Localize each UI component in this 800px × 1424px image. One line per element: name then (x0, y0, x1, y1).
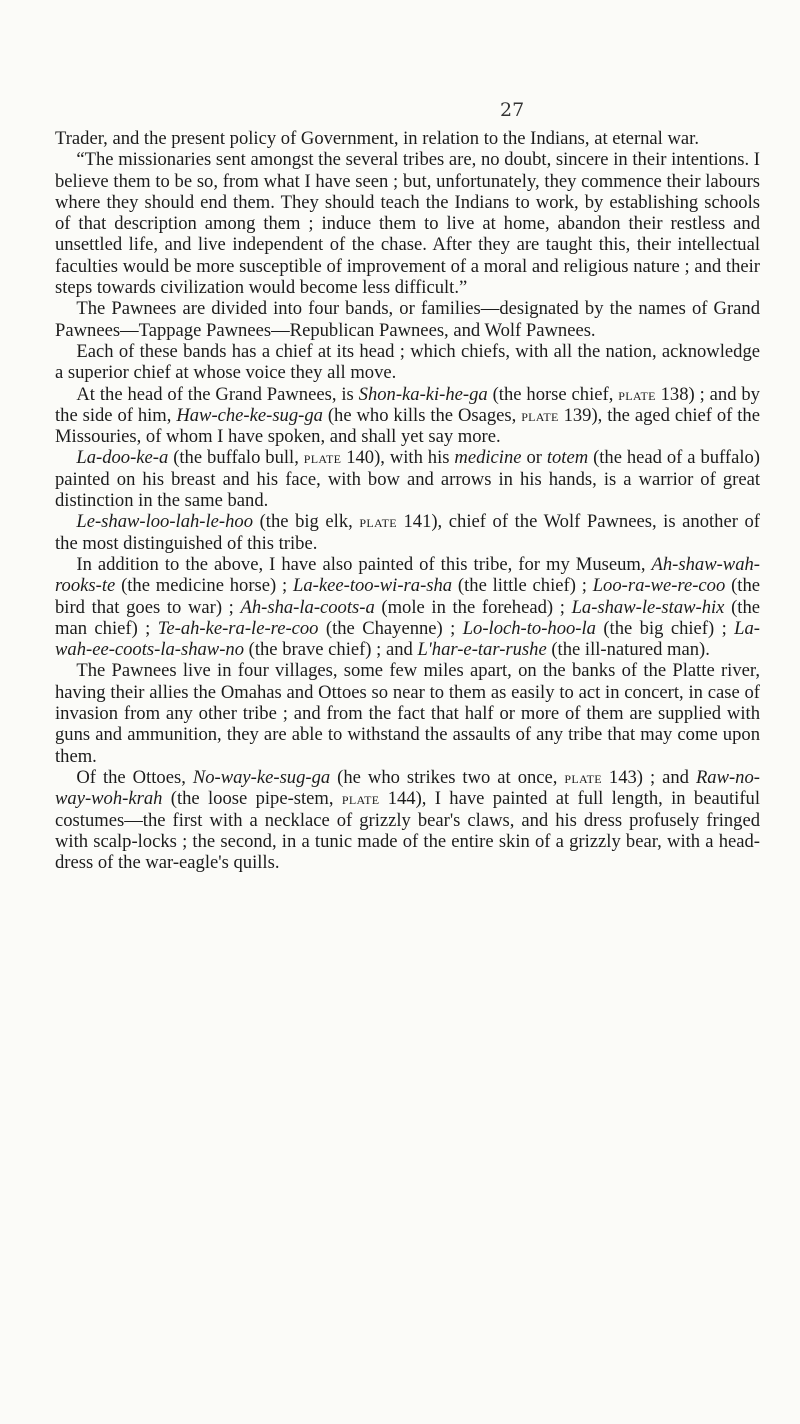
paragraph (55, 128, 760, 149)
paragraph (55, 767, 760, 873)
plate-label: plate (303, 448, 342, 468)
text-run: The Pawnees live in four villages, some few miles apart, on the banks of the Platte river, having their allies the Omahas and Ottoes so near to them as easily to act in concert, in case of invasion from any other tribe ; and from the fact that half or more of them are supplied with guns and ammunition, they are able to withstand the assaults of any tribe that may come upon them. (55, 660, 760, 767)
italic-name: Loo-ra-we-re-coo (592, 575, 726, 597)
text-run: “The missionaries sent amongst the several tribes are, no doubt, sincere in their intentions. I believe them to be so, from what I have seen ; but, unfortunately, they commence their labours where they should end them. They should teach the Indians to work, by establishing schools of that description among them ; induce them to live at home, abandon their restless and unsettled life, and live independent of the chase. After they are taught this, their intellectual faculties would be more susceptible of improvement of a moral and religious nature ; and their steps towards civilization would become less difficult.” (55, 149, 760, 299)
text-run: 141), chief of the Wolf Pawnees, is another of the most distinguished of this tribe. (55, 511, 761, 554)
italic-name: L'har-e-tar-rushe (417, 639, 547, 661)
text-run: At the head of the Grand Pawnees, is (76, 383, 359, 405)
italic-name: totem (546, 447, 589, 469)
text-run: (the man chief) ; (55, 596, 760, 639)
plate-label: plate (564, 767, 602, 787)
text-run: (the ill-natured man). (546, 639, 710, 661)
text-run: (mole in the forehead) ; (374, 596, 572, 618)
text-run: (the medicine horse) ; (115, 575, 294, 597)
text-run: (the big chief) ; (595, 617, 735, 639)
italic-name: Te-ah-ke-ra-le-re-coo (157, 617, 319, 639)
plate-label: plate (618, 384, 656, 404)
plate-label: plate (359, 512, 397, 532)
italic-name: Lo-loch-to-hoo-la (462, 617, 596, 639)
text-run: (the head of a buffalo) painted on his breast and his face, with bow and arrows in his hands, is a warrior of great distinction in the same band. (55, 447, 760, 512)
text-run: Of the Ottoes, (76, 766, 193, 788)
text-run: (the loose pipe-stem, (162, 788, 342, 810)
paragraph (55, 298, 760, 341)
text-run: (the bird that goes to war) ; (55, 575, 760, 618)
paragraph (55, 384, 760, 448)
paragraph (55, 341, 760, 384)
italic-name: medicine (454, 447, 522, 469)
text-run: or (521, 447, 547, 469)
italic-name: Shon-ka-ki-he-ga (358, 383, 488, 405)
paragraph (55, 660, 760, 766)
paragraph (55, 511, 760, 554)
italic-name: La-shaw-le-staw-hix (571, 596, 725, 618)
text-run: (he who kills the Osages, (322, 404, 522, 426)
italic-name: Raw-no-way-woh-krah (55, 766, 760, 810)
text-run: (he who strikes two at once, (330, 766, 565, 788)
text-run: In addition to the above, I have also painted of this tribe, for my Museum, (76, 553, 652, 575)
text-run: Each of these bands has a chief at its head ; which chiefs, with all the nation, acknowledge a superior chief at whose voice they all move. (55, 340, 760, 384)
page-number: 27 (500, 99, 525, 121)
text-run: 143) ; and (601, 766, 696, 788)
text-run: 144), I have painted at full length, in beautiful costumes—the first with a necklace of grizzly bear's claws, and his dress profusely fringed with scalp-locks ; the second, in a tunic made of the entire skin of a grizzly bear, with a head-dress of the war-eagle's quills. (55, 788, 760, 874)
text-run: The Pawnees are divided into four bands, or families—designated by the names of Grand Pawnees—Tappage Pawnees—Republican Pawnees, and Wolf Pawnees. (55, 298, 760, 341)
text-run: 139), the aged chief of the Missouries, of whom I have spoken, and shall yet say more. (55, 404, 760, 448)
italic-name: La-kee-too-wi-ra-sha (293, 575, 453, 597)
paragraph (55, 149, 760, 298)
paragraph (55, 447, 760, 511)
text-run: (the horse chief, (487, 383, 619, 405)
text-run: (the Chayenne) ; (318, 617, 463, 639)
italic-name: Ah-sha-la-coots-a (240, 596, 375, 618)
text-run: 140), with his (341, 447, 455, 469)
text-run: (the brave chief) ; and (244, 639, 418, 661)
italic-name: La-wah-ee-coots-la-shaw-no (55, 617, 760, 661)
italic-name: Ah-shaw-wah-rooks-te (55, 553, 760, 597)
italic-name: No-way-ke-sug-ga (192, 766, 331, 788)
text-run: 138) ; and by the side of him, (55, 383, 760, 426)
italic-name: Le-shaw-loo-lah-le-hoo (76, 511, 253, 533)
text-run: (the buffalo bull, (168, 447, 304, 469)
text-run: Trader, and the present policy of Government, in relation to the Indians, at eternal war. (55, 128, 699, 149)
plate-label: plate (341, 789, 380, 809)
italic-name: Haw-che-ke-sug-ga (176, 404, 323, 426)
text-run: (the little chief) ; (452, 575, 593, 597)
plate-label: plate (521, 405, 559, 425)
paragraph (55, 554, 760, 660)
italic-name: La-doo-ke-a (76, 447, 169, 469)
text-run: (the big elk, (253, 511, 360, 533)
body-text (55, 128, 760, 873)
